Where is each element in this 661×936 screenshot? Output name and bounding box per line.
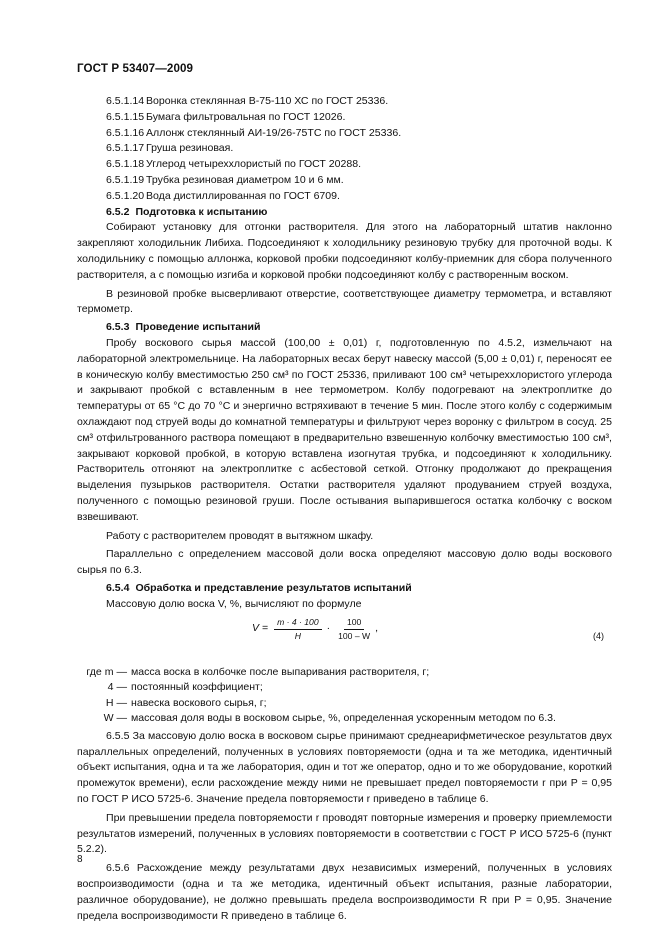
legend-symbol: где m — bbox=[86, 665, 127, 678]
list-item bbox=[77, 141, 612, 157]
paragraph: При превышении предела повторяемости r проводят повторные измерения и проверку приемлемости результатов измерений, полученных в условиях повторяемости в соответствии с ГОСТ Р ИСО 5725-6 (пункт 5.2.2). bbox=[77, 811, 612, 856]
item-text: Груша резиновая. bbox=[146, 142, 234, 155]
item-text: Трубка резиновая диаметром 10 и 6 мм. bbox=[146, 173, 344, 186]
page-number: 8 bbox=[77, 854, 83, 865]
list-item bbox=[77, 110, 612, 126]
fraction-1-numerator: m · 4 · 100 bbox=[274, 617, 322, 630]
formula-legend bbox=[77, 665, 612, 727]
paragraph: Пробу воскового сырья массой (100,00 ± 0,01) г, подготовленную по 4.5.2, измельчают на лабораторной электромельнице. На лабораторных весах берут навеску массой (5,00 ± 0,01) г, переносят ее в коническую колбу вместимостью 250 см³ по ГОСТ 25336, приливают 100 см³ четыреххлористого углерода и закрывают пробкой с вставленным в нее термометром. Колбу подогревают на электроплитке до температуры от 65 °С до 70 °С и энергично встряхивают в течение 5 мин. После этого колбу с содержимым охлаждают под струей воды до комнатной температуры и фильтруют через воронку с фильтром в сосуд. 25 см³ отфильтрованного раствора помещают в предварительно взвешенную колбочку вместимостью 100 см³, закрывают корковой пробкой, в которую вставлена изогнутая трубка, и подсоединяют к холодильнику. Растворитель отгоняют на электроплитке с асбестовой сеткой. Отгонку продолжают до прекращения выделения пузырьков растворителя. Остатки растворителя удаляют продуванием струей воздуха, полученного с помощью резиновой груши. После остывания выпарившегося остатка колбочку с воском взвешивают. bbox=[77, 336, 612, 523]
item-text: Вода дистиллированная по ГОСТ 6709. bbox=[146, 189, 340, 202]
item-number: 6.5.1.15 bbox=[106, 110, 145, 123]
item-number: 6.5.1.16 bbox=[106, 126, 145, 139]
legend-text: навеска воскового сырья, г; bbox=[131, 696, 267, 709]
item-text: Аллонж стеклянный АИ-19/26-75ТС по ГОСТ 25336. bbox=[146, 126, 402, 139]
paragraph: Массовую долю воска V, %, вычисляют по формуле bbox=[106, 597, 362, 610]
paragraph-6-5-6: 6.5.6 Расхождение между результатами двух независимых измерений, полученных в условиях воспроизводимости (одна и та же методика, идентичный объект испытания, разные лаборатории, различное оборудование), не должно превышать предела воспроизводимости R при P = 0,95. Значение предела воспроизводимости R приведено в таблице 6. bbox=[77, 862, 612, 922]
section-title: Обработка и представление результатов испытаний bbox=[135, 581, 412, 594]
paragraph: Параллельно с определением массовой доли воска определяют массовую долю воды воскового сырья по 6.3. bbox=[77, 548, 612, 577]
legend-text: постоянный коэффициент; bbox=[131, 681, 263, 694]
fraction-2 bbox=[335, 617, 373, 642]
item-number: 6.5.1.18 bbox=[106, 158, 145, 171]
legend-symbol: 4 — bbox=[107, 681, 127, 694]
paragraph: Работу с растворителем проводят в вытяжном шкафу. bbox=[106, 529, 374, 542]
item-number: 6.5.1.20 bbox=[106, 189, 145, 202]
section-number: 6.5.2 bbox=[106, 205, 130, 218]
item-text: Углерод четыреххлористый по ГОСТ 20288. bbox=[146, 158, 362, 171]
legend-row bbox=[77, 680, 612, 696]
paragraph-6-5-5: 6.5.5 За массовую долю воска в восковом сырье принимают среднеарифметическое результатов двух параллельных определений, полученных в условиях повторяемости (одна и та же методика, идентичный объект испытания, одна и та же лаборатория, один и тот же оператор, одно и то же оборудование, короткий промежуток времени), если расхождение между ними не превышает предел повторяемости r при P = 0,95 по ГОСТ Р ИСО 5725-6. Значение предела повторяемости r приведено в таблице 6. bbox=[77, 729, 612, 806]
multiply-dot: · bbox=[326, 622, 331, 635]
document-code-header: ГОСТ Р 53407—2009 bbox=[77, 62, 194, 75]
legend-text: массовая доля воды в восковом сырье, %, определенная ускоренным методом по 6.3. bbox=[131, 712, 556, 725]
item-number: 6.5.1.14 bbox=[106, 95, 145, 107]
formula bbox=[252, 617, 378, 642]
legend-row bbox=[77, 696, 612, 712]
equation-number: (4) bbox=[593, 630, 604, 641]
paragraph: Собирают установку для отгонки растворителя. Для этого на лабораторный штатив наклонно закрепляют холодильник Либиха. Подсоединяют к холодильнику резиновую трубку для проточной воды. К холодильнику с помощью аллонжа, корковой пробки подсоединяют колбу-приемник для сбора полученного растворителя, а с помощью изгиба и корковой пробки подсоединяют колбу с растворенным воском. bbox=[77, 221, 612, 281]
list-item bbox=[77, 173, 612, 189]
item-number: 6.5.1.17 bbox=[106, 142, 145, 155]
fraction-1-denominator: H bbox=[294, 630, 301, 641]
section-heading-6-5-2 bbox=[77, 205, 612, 221]
formula-lhs: V = bbox=[252, 622, 269, 635]
legend-symbol: H — bbox=[105, 696, 127, 709]
fraction-2-numerator: 100 bbox=[344, 617, 364, 630]
list-item bbox=[77, 94, 612, 110]
formula-block bbox=[77, 617, 612, 659]
fraction-2-denominator: 100 – W bbox=[338, 630, 371, 641]
fraction-1 bbox=[274, 617, 322, 642]
page-content bbox=[77, 94, 612, 924]
paragraph: В резиновой пробке высверливают отверстие, соответствующее диаметру термометра, и вставляют термометр. bbox=[77, 287, 612, 316]
list-item bbox=[77, 126, 612, 142]
section-number: 6.5.3 bbox=[106, 321, 130, 334]
list-item bbox=[77, 157, 612, 173]
section-title: Подготовка к испытанию bbox=[135, 205, 268, 218]
item-number: 6.5.1.19 bbox=[106, 173, 145, 186]
section-number: 6.5.4 bbox=[106, 581, 130, 594]
formula-tail: , bbox=[375, 622, 379, 635]
item-text: Бумага фильтровальная по ГОСТ 12026. bbox=[146, 110, 346, 123]
item-text: Воронка стеклянная В-75-110 ХС по ГОСТ 25336. bbox=[146, 95, 389, 107]
legend-text: масса воска в колбочке после выпаривания растворителя, г; bbox=[131, 665, 430, 678]
section-heading-6-5-4 bbox=[77, 581, 612, 597]
section-heading-6-5-3 bbox=[77, 320, 612, 336]
list-item bbox=[77, 189, 612, 205]
legend-row bbox=[77, 711, 612, 727]
legend-row bbox=[77, 665, 612, 681]
legend-symbol: W — bbox=[103, 712, 127, 725]
section-title: Проведение испытаний bbox=[135, 321, 261, 334]
